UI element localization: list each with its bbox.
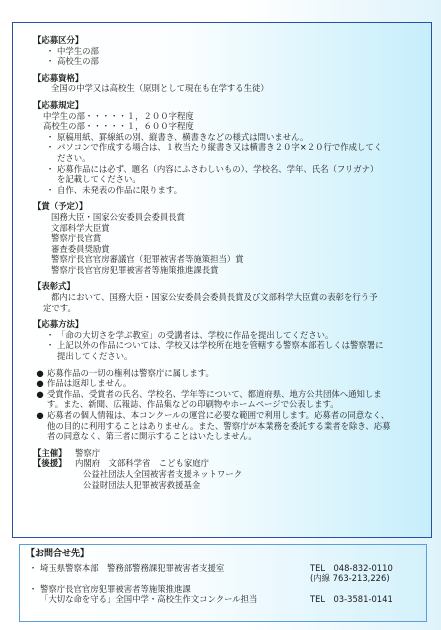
spacer xyxy=(310,584,422,595)
dot-icon: ・ xyxy=(45,131,55,142)
method-bullet xyxy=(33,340,423,361)
rule-length: 中学生の部・・・・・１，２００字程度 xyxy=(43,110,194,121)
dot-icon: ・ xyxy=(28,562,38,573)
contact-org: 埼玉県警察本部 警務部警務課犯罪被害者支援室 xyxy=(40,562,225,573)
contact-tel-extension: (内線 763-213,226) xyxy=(310,573,390,584)
bullet-icon: ● xyxy=(36,367,44,378)
support-label: 【後援】 xyxy=(33,458,67,469)
spacer xyxy=(26,573,40,584)
support-line: 内閣府 文部科学省 こども家庭庁 xyxy=(75,458,209,469)
category-text: 中学生の部 xyxy=(57,45,99,56)
award-item: 国務大臣・国家公安委員会委員長賞 xyxy=(51,211,185,222)
contact-box xyxy=(19,544,427,622)
rule-text-line: 応募作品には必ず、題名（内容にふさわしいもの）、学校名、学年、氏名（フリガナ） xyxy=(57,163,379,174)
rule-text xyxy=(57,142,423,163)
guidelines-content xyxy=(33,35,423,496)
note-text: 応募作品の一切の権利は警察庁に属します。 xyxy=(47,367,214,378)
dot-icon: ・ xyxy=(45,184,55,195)
method-text-line: 上記以外の作品については、学校又は学校所在地を管轄する警察本部若しくは警察署に xyxy=(57,340,384,351)
section-awards xyxy=(33,201,423,275)
categories-heading: 【応募区分】 xyxy=(33,35,84,45)
note-text-line: す。また、新聞、広報誌、作品集などの印刷物やホームページで公表します。 xyxy=(47,399,339,410)
contact-entry-sub xyxy=(26,573,422,584)
rule-text-line: を記載してください。 xyxy=(57,174,141,185)
section-ceremony xyxy=(33,281,423,313)
support-line: 公益財団法人犯罪被害救援基金 xyxy=(83,479,201,490)
organizer-support xyxy=(33,458,423,490)
note-bullet xyxy=(33,410,423,442)
method-text: 「命の大切さを学ぶ教室」の受講者は、学校に作品を提出してください。 xyxy=(57,329,334,340)
method-heading: 【応募方法】 xyxy=(33,319,84,330)
bullet-icon: ● xyxy=(36,388,44,399)
rule-text xyxy=(57,164,423,185)
ceremony-text: 都内において、国務大臣・国家公安委員会委員長賞及び文部科学大臣賞の表彰を行う予 xyxy=(51,292,378,303)
dot-icon: ・ xyxy=(45,142,55,153)
rule-text-line: パソコンで作成する場合は、１枚当たり縦書き又は横書き２０字×２０行で作成してく xyxy=(57,142,383,153)
rule-length: 高校生の部・・・・・１，６００字程度 xyxy=(43,121,194,132)
rule-bullet xyxy=(33,185,423,196)
organizer-label: 【主催】 xyxy=(33,447,67,458)
eligibility-heading: 【応募資格】 xyxy=(33,72,84,83)
section-rules xyxy=(33,100,423,195)
ceremony-heading: 【表彰式】 xyxy=(33,281,75,292)
note-bullet xyxy=(33,368,423,379)
award-item: 警察庁長官官房審議官（犯罪被害者等施策担当）賞 xyxy=(51,254,244,265)
guidelines-box xyxy=(12,22,432,538)
organizer-value: 警察庁 xyxy=(75,447,101,458)
note-text xyxy=(47,389,423,410)
rule-bullet xyxy=(33,142,423,163)
dot-icon: ・ xyxy=(45,163,55,174)
rule-text: 原稿用紙、罫線紙の別、縦書き、横書きなどの様式は問いません。 xyxy=(57,131,309,142)
method-text-line: 提出してください。 xyxy=(57,351,133,362)
section-organizers xyxy=(33,448,423,490)
note-text-line: 者の同意なく、第三者に開示することはいたしません。 xyxy=(47,431,257,442)
dot-icon: ・ xyxy=(45,45,55,56)
contact-content xyxy=(26,549,422,605)
method-text xyxy=(57,340,423,361)
note-bullet xyxy=(33,389,423,410)
award-item: 警察庁長官賞 xyxy=(51,233,102,244)
rule-bullet xyxy=(33,132,423,143)
contact-tel: TEL 048-832-0110 xyxy=(310,562,393,573)
awards-heading: 【賞（予定）】 xyxy=(33,201,88,212)
note-text: 作品は返却しません。 xyxy=(47,378,132,389)
dot-icon: ・ xyxy=(45,340,55,351)
award-item: 文部科学大臣賞 xyxy=(51,222,110,233)
contact-heading: 【お問合せ先】 xyxy=(26,549,90,559)
bullet-icon: ● xyxy=(36,378,44,389)
spacer xyxy=(26,594,40,605)
eligibility-text: 全国の中学又は高校生（原則として現在も在学する生徒） xyxy=(51,83,269,94)
ceremony-text: 定です。 xyxy=(43,302,76,313)
section-method xyxy=(33,319,423,361)
dot-icon: ・ xyxy=(45,329,55,340)
dot-icon: ・ xyxy=(28,583,38,594)
award-item: 審査委員奨励賞 xyxy=(51,243,110,254)
rule-text: 自作、未発表の作品に限ります。 xyxy=(57,184,182,195)
contact-org: 警察庁長官官房犯罪被害者等施策推進課 xyxy=(40,583,191,594)
contact-org-sub: 「大切な命を守る」全国中学・高校生作文コンクール担当 xyxy=(40,594,258,605)
dot-icon: ・ xyxy=(45,56,55,67)
support-values xyxy=(75,458,423,490)
award-item: 警察庁長官官房犯罪被害者等施策推進課長賞 xyxy=(51,264,219,275)
contact-entry xyxy=(26,563,422,574)
spacer xyxy=(40,573,310,584)
rule-bullet xyxy=(33,164,423,185)
note-text xyxy=(47,410,423,442)
section-categories xyxy=(33,35,423,67)
rule-text-line: ださい。 xyxy=(57,152,91,163)
note-bullet xyxy=(33,378,423,389)
organizer-main xyxy=(33,448,423,459)
method-bullet xyxy=(33,330,423,341)
contact-entry-sub xyxy=(26,594,422,605)
bullet-icon: ● xyxy=(36,410,44,420)
contact-tel: TEL 03-3581-0141 xyxy=(310,594,393,605)
note-text-line: 応募者の個人情報は、本コンクールの運営に必要な範囲で利用します。応募者の同意なく、 xyxy=(47,410,390,420)
category-text: 高校生の部 xyxy=(57,56,99,67)
section-notes xyxy=(33,368,423,442)
note-text-line: 受賞作品、受賞者の氏名、学校名、学年等について、都道府県、地方公共団体へ通知しま xyxy=(47,388,382,399)
category-item xyxy=(33,46,423,57)
contact-entry xyxy=(26,584,422,595)
note-text-line: 他の目的に利用することはありません。また、警察庁が本業務を委託する業者を除き、応募 xyxy=(47,420,391,431)
rules-heading: 【応募規定】 xyxy=(33,99,84,110)
section-eligibility xyxy=(33,73,423,94)
category-item xyxy=(33,56,423,67)
support-line: 公益社団法人全国被害者支援ネットワーク xyxy=(83,468,243,479)
